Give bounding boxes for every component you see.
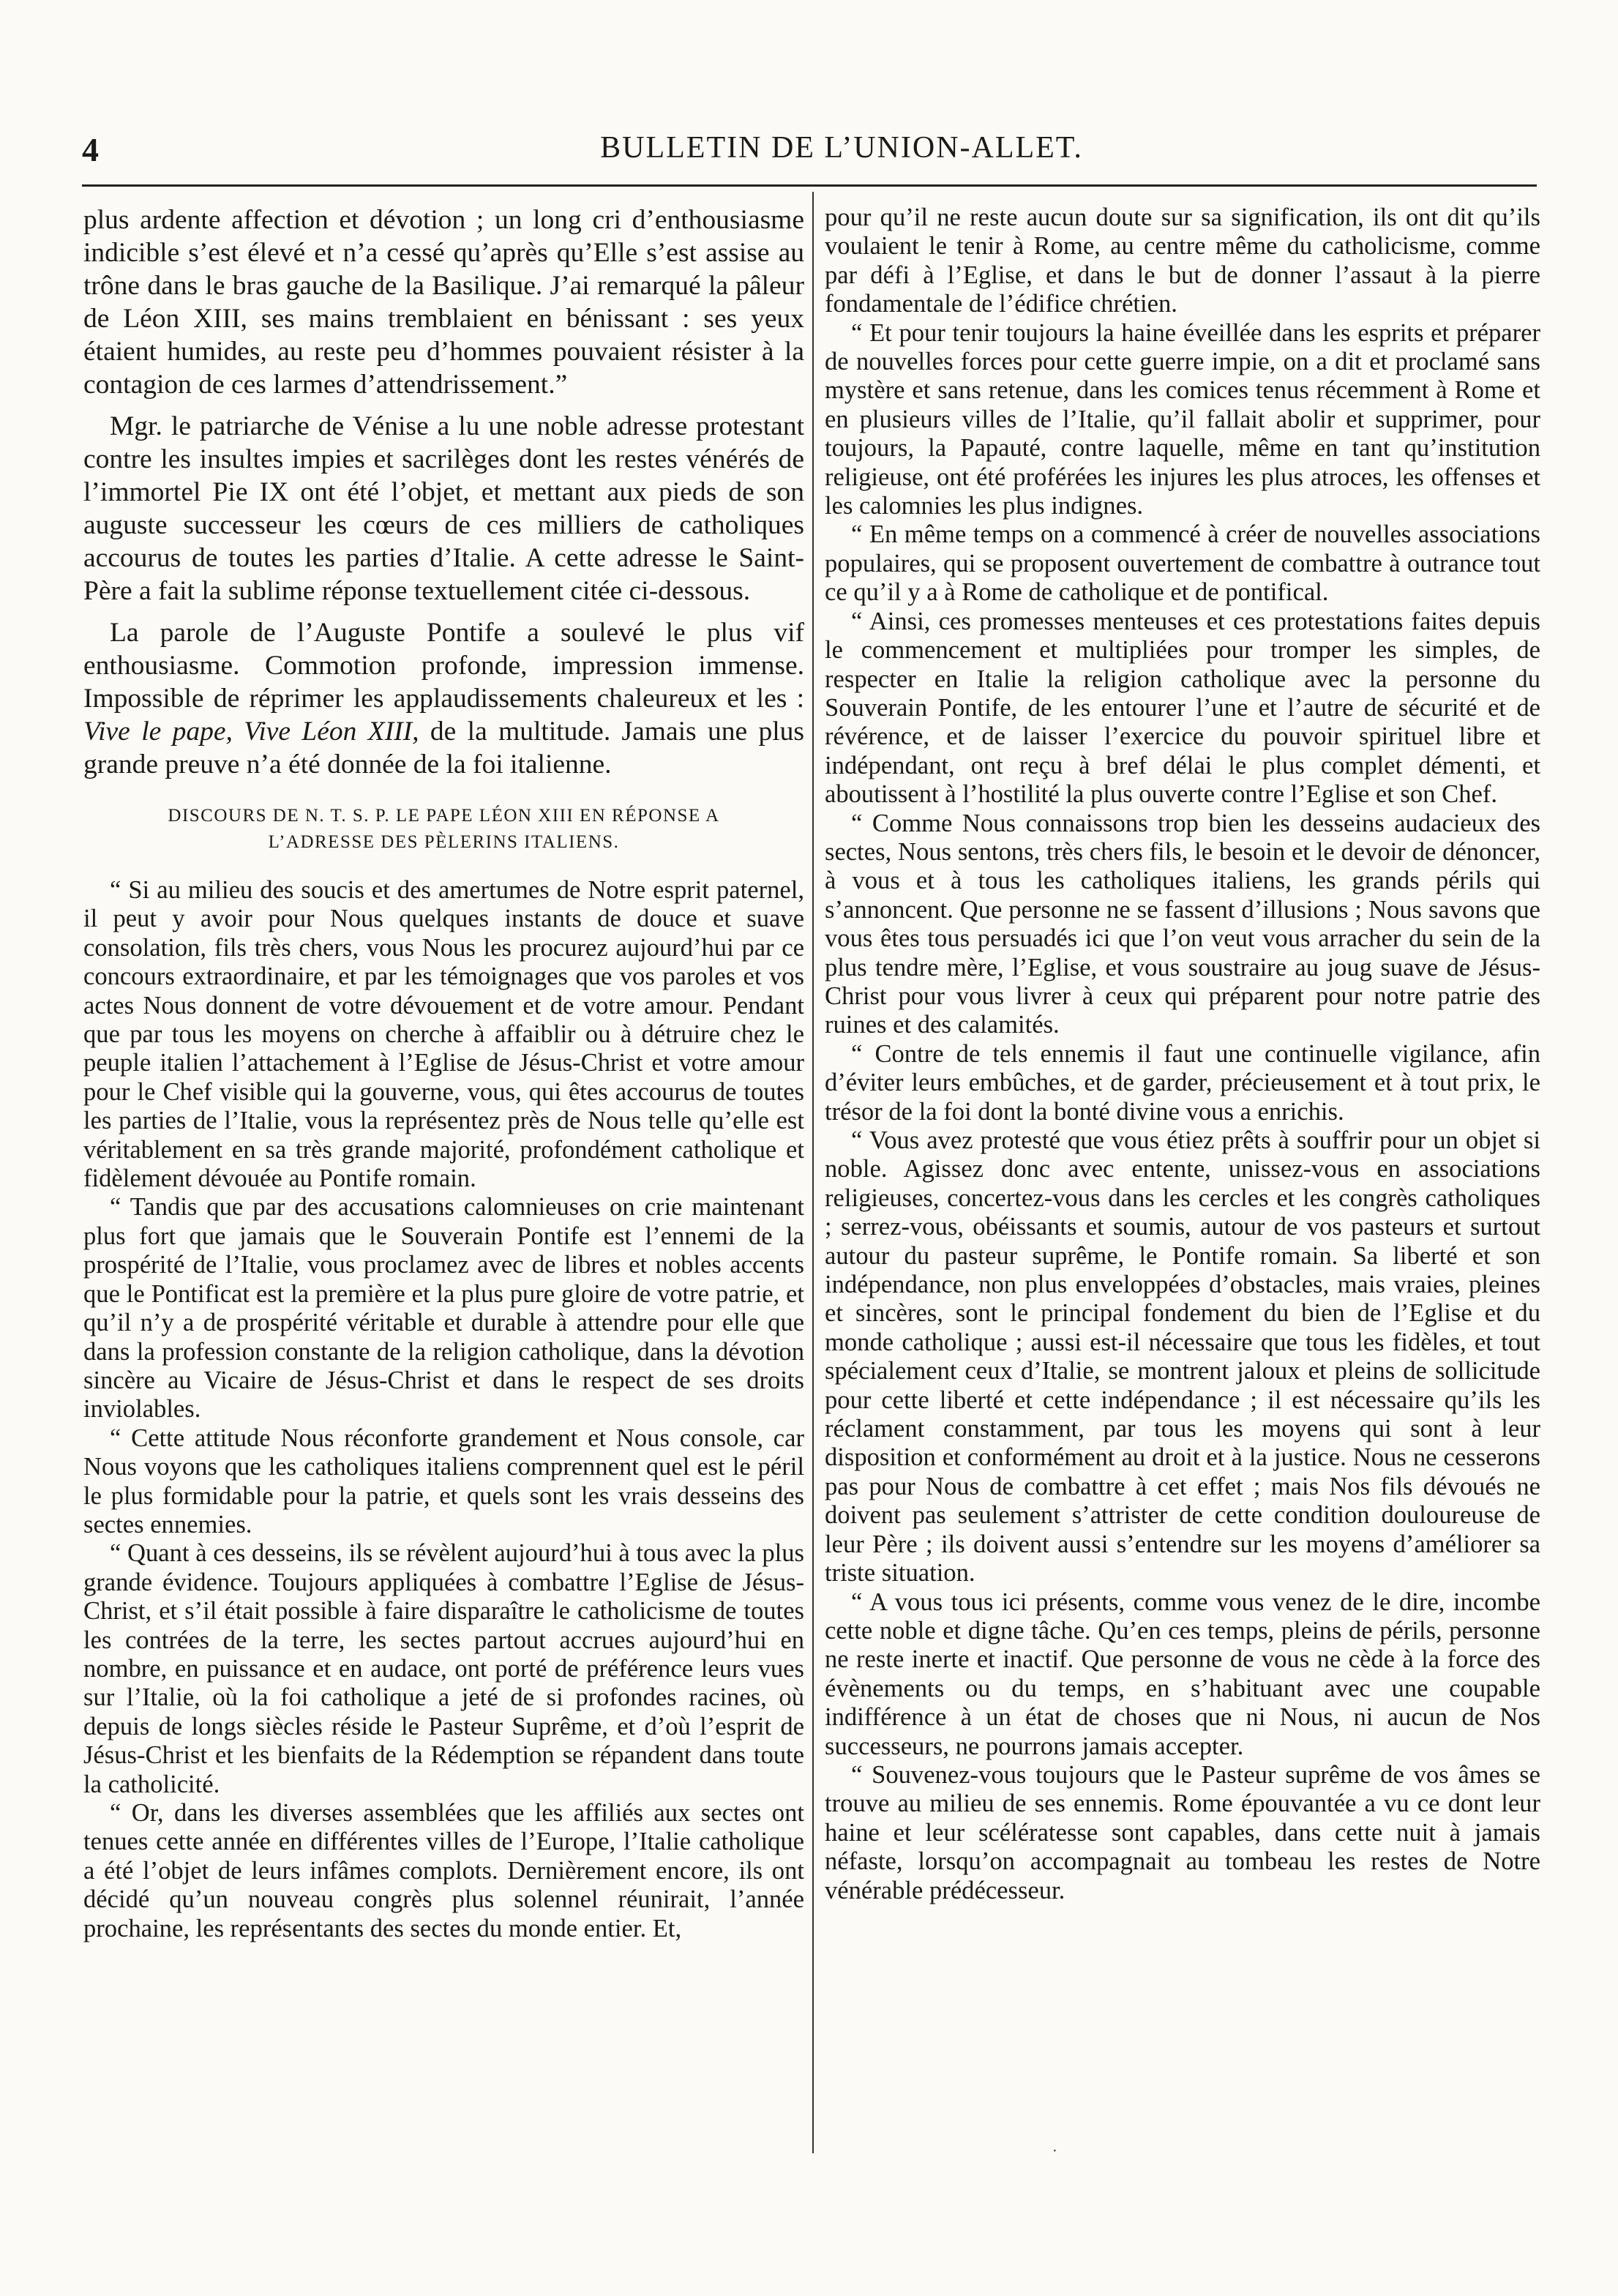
paragraph-text: de la multitude. Jamais une plus grande preuve n’a été donnée de la foi italienne. xyxy=(83,717,804,779)
italic-acclamation: Vive le pape, Vive Léon XIII, xyxy=(83,717,419,747)
discours-title-line: L’ADRESSE DES PÈLERINS ITALIENS. xyxy=(268,832,620,852)
paragraph xyxy=(83,616,804,781)
speech-paragraph: “ Souvenez-vous toujours que le Pasteur suprême de vos âmes se trouve au milieu de ses ennemis. Rome épouvantée a vu ce dont leur haine et leur scélératesse sont capables, dans cette nuit à jamais néfaste, lorsqu’on accompagnait au tombeau les restes de Notre vénérable prédécesseur. xyxy=(825,1760,1540,1904)
speech-paragraph: “ Contre de tels ennemis il faut une continuelle vigilance, afin d’éviter leurs embûches, et de garder, précieusement et à tout prix, le trésor de la foi dont la bonté divine vous a enrichis. xyxy=(825,1039,1540,1126)
footer-mark: · xyxy=(1052,2143,1057,2159)
page-number: 4 xyxy=(82,131,99,168)
speech-paragraph: “ Ainsi, ces promesses menteuses et ces protestations faites depuis le commencement et multipliées pour tromper les simples, de respecter en Italie la religion catholique avec la personne du Souverain Pontife, de les entourer l’une et l’autre de sécurité et de révérence, et de laisser l’exercice du pouvoir spirituel libre et indépendant, ont reçu à bref délai le plus complet démenti, et aboutissent à l’hostilité la plus ouverte contre l’Eglise et son Chef. xyxy=(825,607,1540,809)
discours-title-line: DISCOURS DE N. T. S. P. LE PAPE LÉON XIII EN RÉPONSE A xyxy=(168,806,720,826)
running-head: BULLETIN DE L’UNION-ALLET. xyxy=(600,131,1083,165)
left-column xyxy=(83,203,804,1943)
paragraph: plus ardente affection et dévotion ; un long cri d’enthousiasme indicible s’est élevé et n’a cessé qu’après qu’Elle s’est assise au trône dans le bras gauche de la Basilique. J’ai remarqué la pâleur de Léon XIII, ses mains tremblaient en bénissant : ses yeux étaient humides, au reste peu d’hommes pouvaient résister à la contagion de ces larmes d’attendrissement.” xyxy=(83,205,804,400)
speech-paragraph: “ A vous tous ici présents, comme vous venez de le dire, incombe cette noble et digne tâche. Qu’en ces temps, pleins de périls, personne ne reste inerte et inactif. Que personne de vous ne cède à la force des évènements ou du temps, en s’habituant avec une coupable indifférence à un état de choses que ni Nous, ni aucun de Nos successeurs, ne pourrons jamais accepter. xyxy=(825,1588,1540,1760)
speech-paragraph: “ Vous avez protesté que vous étiez prêts à souffrir pour un objet si noble. Agissez donc avec entente, unissez-vous en associations religieuses, concertez-vous dans les cercles et les congrès catholiques ; serrez-vous, obéissants et soumis, autour de vos pasteurs et surtout autour du pasteur suprême, le Pontife romain. Sa liberté et son indépendance, non plus enveloppées d’obstacles, mais vraies, pleines et sincères, sont le principal fondement du bien de l’Eglise et du monde catholique ; aussi est-il nécessaire que tous les fidèles, et tout spécialement ceux d’Italie, se montrent jaloux et pleins de sollicitude pour cette liberté et cette indépendance ; il est nécessaire qu’ils les réclament constamment, par tous les moyens qui sont à leur disposition et conformément au droit et à la justice. Nous ne cesserons pas pour Nous de combattre à cet effet ; mais Nos fils dévoués ne doivent pas seulement s’attrister de cette condition douloureuse de leur Père ; ils doivent aussi s’entendre sur les moyens d’améliorer sa triste situation. xyxy=(825,1126,1540,1588)
speech-paragraph: “ Et pour tenir toujours la haine éveillée dans les esprits et préparer de nouvelles forces pour cette guerre impie, on a dit et proclamé sans mystère et sans retenue, dans les comices tenus récemment à Rome et en plusieurs villes de l’Italie, qu’il fallait abolir et supprimer, pour toujours, la Papauté, contre laquelle, même en tant qu’institution religieuse, ont été proférées les injures les plus atroces, les offenses et les calomnies les plus indignes. xyxy=(825,318,1540,520)
speech-paragraph: “ Quant à ces desseins, ils se révèlent aujourd’hui à tous avec la plus grande évidence. Toujours appliquées à combattre l’Eglise de Jésus-Christ, et s’il était possible à faire disparaître le catholicisme de toutes les contrées de la terre, les sectes partout accrues aujourd’hui en nombre, en puissance et en audace, ont porté de préférence leurs vues sur l’Italie, où la foi catholique a jeté de si profondes racines, où depuis de longs siècles réside le Pasteur Suprême, et d’où l’esprit de Jésus-Christ et les bienfaits de la Rédemption se répandent dans toute la catholicité. xyxy=(83,1539,804,1798)
speech-paragraph: “ Comme Nous connaissons trop bien les desseins audacieux des sectes, Nous sentons, très chers fils, le besoin et le devoir de dénoncer, à vous et à tous les catholiques italiens, les grands périls qui s’annoncent. Que personne ne se fassent d’illusions ; Nous savons que vous êtes tous persuadés ici que l’on veut vous arracher du sein de la plus tendre mère, l’Eglise, et vous soustraire au joug suave de Jésus-Christ pour vous livrer à ceux qui préparent pour notre patrie des ruines et des calamités. xyxy=(825,809,1540,1039)
speech-paragraph: “ Tandis que par des accusations calomnieuses on crie maintenant plus fort que jamais que le Souverain Pontife est l’ennemi de la prospérité de l’Italie, vous proclamez avec de libres et nobles accents que le Pontificat est la première et la plus pure gloire de votre patrie, et qu’il n’y a de prospérité véritable et durable à attendre pour elle que dans la profession constante de la religion catholique, dans la dévotion sincère au Vicaire de Jésus-Christ et dans le respect de ses droits inviolables. xyxy=(83,1193,804,1424)
discours-title xyxy=(83,803,804,856)
header-rule xyxy=(82,184,1537,187)
speech-paragraph: “ Si au milieu des soucis et des amertumes de Notre esprit paternel, il peut y avoir pour Nous quelques instants de douce et suave consolation, fils très chers, vous Nous les procurez aujourd’hui par ce concours extraordinaire, et par les témoignages que vos paroles et vos actes Nous donnent de votre dévouement et de votre amour. Pendant que par tous les moyens on cherche à affaiblir ou à détruire chez le peuple italien l’attachement à l’Eglise de Jésus-Christ et votre amour pour le Chef visible qui la gouverne, vous, qui êtes accourus de toutes les parties de l’Italie, vous la représentez près de Nous telle qu’elle est véritablement en sa très grande majorité, profondément catholique et fidèlement dévouée au Pontife romain. xyxy=(83,876,804,1193)
paragraph: Mgr. le patriarche de Vénise a lu une noble adresse protestant contre les insultes impies et sacrilèges dont les restes vénérés de l’immortel Pie IX ont été l’objet, et mettant aux pieds de son auguste successeur les cœurs de ces milliers de catholiques accourus de toutes les parties d’Italie. A cette adresse le Saint-Père a fait la sublime réponse textuellement citée ci-dessous. xyxy=(83,411,804,606)
speech-paragraph: “ En même temps on a commencé à créer de nouvelles associations populaires, qui se proposent ouvertement de combattre à outrance tout ce qu’il y a à Rome de catholique et de pontifical. xyxy=(825,520,1540,607)
right-column xyxy=(825,203,1540,1905)
speech-paragraph: “ Or, dans les diverses assemblées que les affiliés aux sectes ont tenues cette année en différentes villes de l’Europe, l’Italie catholique a été l’objet de leurs infâmes complots. Dernièrement encore, ils ont décidé qu’un nouveau congrès plus solennel réunirait, l’année prochaine, les représentants des sectes du monde entier. Et, xyxy=(83,1799,804,1942)
paragraph-text: La parole de l’Auguste Pontife a soulevé le plus vif enthousiasme. Commotion profonde, impression immense. Impossible de réprimer les applaudissements chaleureux et les : xyxy=(83,618,804,714)
column-divider xyxy=(812,192,814,2153)
speech-paragraph: pour qu’il ne reste aucun doute sur sa signification, ils ont dit qu’ils voulaient le tenir à Rome, au centre même du catholicisme, comme par défi à l’Eglise, et dans le but de donner l’assaut à la pierre fondamentale de l’édifice chrétien. xyxy=(825,203,1540,318)
speech-paragraph: “ Cette attitude Nous réconforte grandement et Nous console, car Nous voyons que les catholiques italiens comprennent quel est le péril le plus formidable pour la patrie, et quels sont les vrais desseins des sectes ennemies. xyxy=(83,1424,804,1538)
